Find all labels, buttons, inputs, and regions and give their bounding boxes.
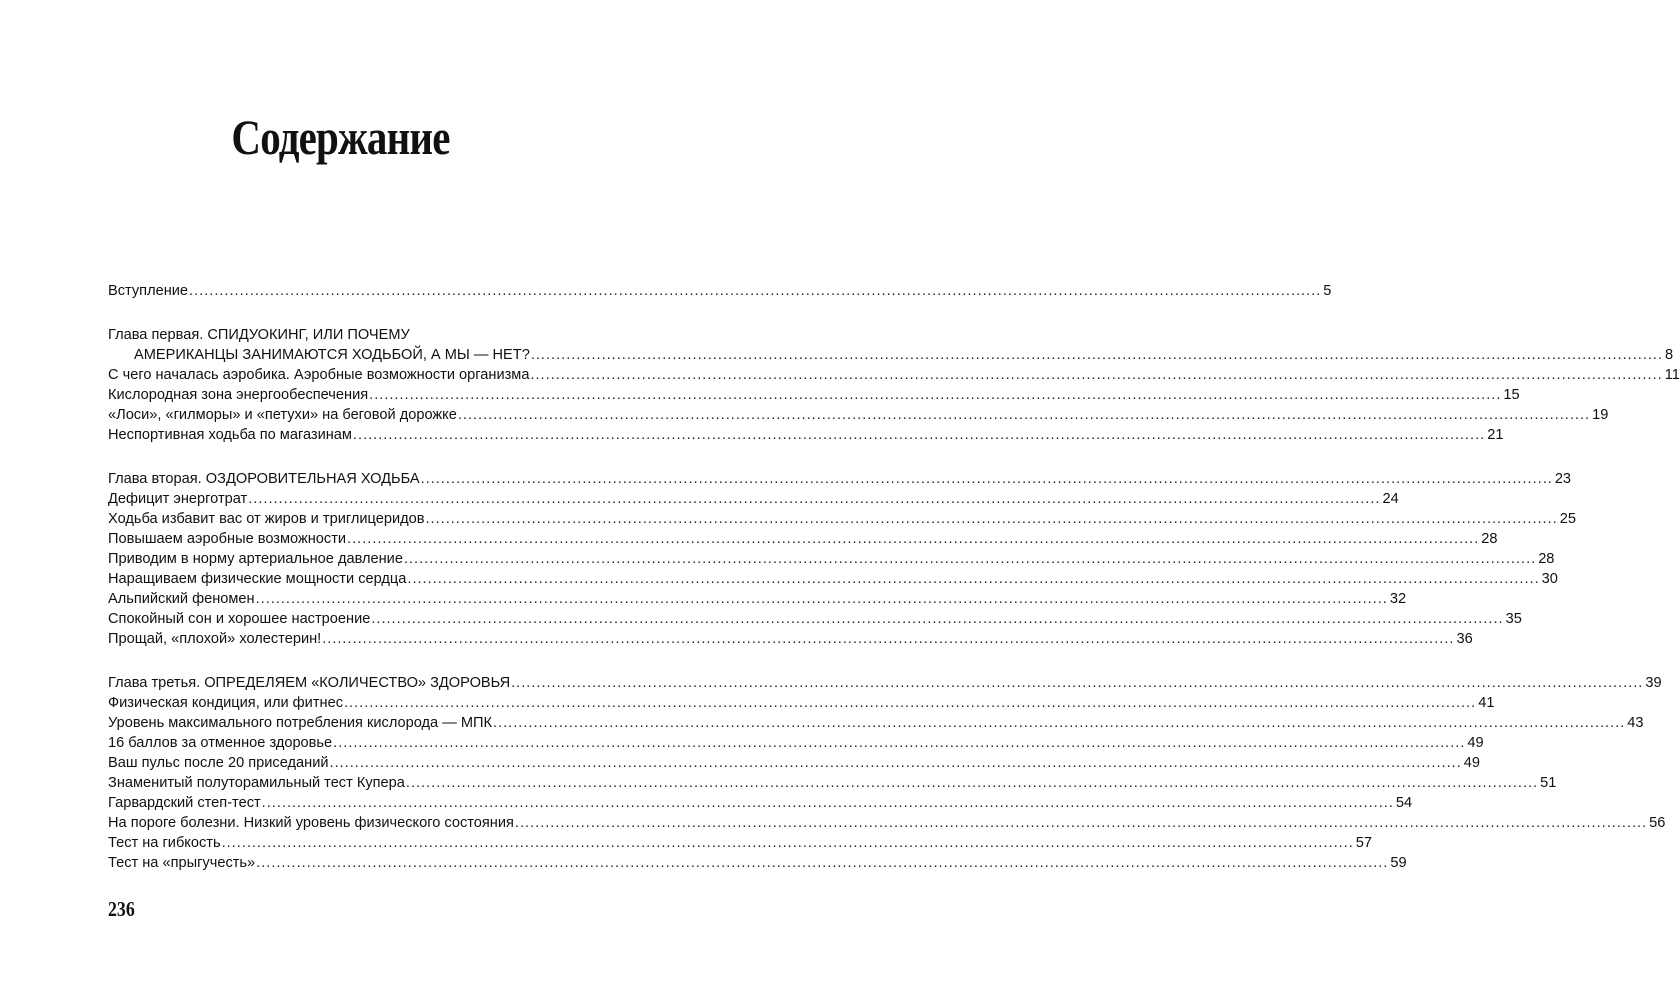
leader-dots (262, 793, 1394, 813)
toc-entry-label: Физическая кондиция, или фитнес (108, 695, 343, 711)
toc-section-chapter-3 (108, 673, 1666, 873)
toc-entry-label: С чего началась аэробика. Аэробные возможности организма (108, 367, 530, 383)
toc-entry-page: 28 (1481, 531, 1498, 547)
leader-dots (406, 773, 1538, 793)
chapter-heading-line-1[interactable]: Глава первая. СПИДУОКИНГ, ИЛИ ПОЧЕМУ (108, 327, 410, 343)
toc-entry[interactable] (108, 733, 1484, 753)
leader-dots (369, 385, 1501, 405)
toc-entry-page: 49 (1467, 735, 1484, 751)
toc-entry[interactable] (108, 569, 1558, 589)
toc-entry[interactable] (108, 529, 1498, 549)
toc-entry[interactable] (108, 385, 1520, 405)
toc-entry-label: 16 баллов за отменное здоровье (108, 735, 333, 751)
toc-entry-page: 51 (1540, 775, 1557, 791)
toc-entry-label: Тест на гибкость (108, 835, 221, 851)
toc-entry-page: 32 (1389, 591, 1407, 607)
leader-dots (425, 509, 1557, 529)
toc-entry[interactable] (108, 753, 1480, 773)
leader-dots (530, 365, 1662, 385)
leader-dots (344, 693, 1476, 713)
toc-entry-page: 30 (1541, 571, 1558, 587)
toc-entry-page: 5 (1323, 283, 1332, 299)
toc-entry-label: Дефицит энерготрат (108, 491, 248, 507)
leader-dots (493, 713, 1625, 733)
toc-entry-page: 15 (1503, 387, 1520, 403)
leader-dots (371, 609, 1503, 629)
toc-entry-page: 36 (1456, 631, 1473, 647)
toc-entry-page: 11 (1664, 367, 1680, 383)
leader-dots (222, 833, 1354, 853)
toc-entry-label: Кислородная зона энергообеспечения (108, 387, 369, 403)
toc-entry-label: Альпийский феномен (108, 591, 255, 607)
toc-entry-page: 19 (1592, 407, 1609, 423)
leader-dots (515, 813, 1647, 833)
toc-entry-page: 56 (1649, 815, 1666, 831)
toc-entry-label: Повышаем аэробные возможности (108, 531, 347, 547)
toc-entry-label: Глава вторая. ОЗДОРОВИТЕЛЬНАЯ ХОДЬБА (108, 471, 420, 487)
toc-entry-label: Приводим в норму артериальное давление (108, 551, 403, 567)
toc-entry[interactable] (108, 833, 1373, 853)
leader-dots (256, 589, 1388, 609)
toc-entry-label: Ходьба избавит вас от жиров и триглицеридов (108, 511, 425, 527)
leader-dots (248, 489, 1380, 509)
toc-entry-label: Вступление (108, 283, 189, 299)
toc-entry-page: 41 (1478, 695, 1495, 711)
leader-dots (421, 469, 1553, 489)
toc-entry[interactable] (108, 405, 1609, 425)
toc-entry-label: Неспортивная ходьба по магазинам (108, 427, 352, 443)
toc-entry-page: 54 (1395, 795, 1413, 811)
toc-section-chapter-1 (108, 325, 1680, 445)
toc-entry[interactable] (108, 713, 1644, 733)
toc-entry[interactable] (108, 281, 1332, 301)
leader-dots (353, 425, 1485, 445)
toc-entry[interactable] (108, 509, 1576, 529)
toc-entry-label: Ваш пульс после 20 приседаний (108, 755, 329, 771)
toc-entry-label: Гарвардский степ-тест (108, 795, 261, 811)
toc-entry-page: 21 (1487, 427, 1504, 443)
toc-entry-label: Уровень максимального потребления кислорода — МПК (108, 715, 493, 731)
leader-dots (511, 673, 1643, 693)
leader-dots (404, 549, 1536, 569)
page-title: Содержание (231, 109, 450, 165)
leader-dots (189, 281, 1321, 301)
toc-entry-label: Спокойный сон и хорошее настроение (108, 611, 371, 627)
leader-dots (407, 569, 1539, 589)
toc-entry[interactable] (108, 609, 1522, 629)
leader-dots (347, 529, 1479, 549)
toc-entry[interactable] (108, 773, 1557, 793)
toc-entry[interactable] (108, 549, 1555, 569)
toc-entry-page: 35 (1505, 611, 1522, 627)
toc-entry[interactable] (108, 673, 1662, 693)
table-of-contents (108, 281, 1680, 897)
toc-entry-label: Наращиваем физические мощности сердца (108, 571, 407, 587)
toc-entry[interactable] (108, 853, 1407, 873)
toc-entry-label: Прощай, «плохой» холестерин! (108, 631, 322, 647)
toc-entry-page: 28 (1538, 551, 1555, 567)
toc-entry[interactable] (108, 793, 1413, 813)
toc-entry-label: Глава третья. ОПРЕДЕЛЯЕМ «КОЛИЧЕСТВО» ЗДОРОВЬЯ (108, 675, 511, 691)
toc-entry[interactable] (108, 693, 1495, 713)
toc-entry-page: 25 (1559, 511, 1576, 527)
toc-entry[interactable] (108, 589, 1407, 609)
toc-entry-label: Тест на «прыгучесть» (108, 855, 256, 871)
leader-dots (256, 853, 1388, 873)
toc-entry[interactable] (108, 425, 1504, 445)
toc-entry-label: На пороге болезни. Низкий уровень физического состояния (108, 815, 514, 831)
leader-dots (458, 405, 1590, 425)
toc-entry-label: Знаменитый полуторамильный тест Купера (108, 775, 405, 791)
toc-entry-label: «Лоси», «гилморы» и «петухи» на беговой дорожке (108, 407, 457, 423)
toc-entry[interactable] (108, 365, 1680, 385)
page-number: 236 (108, 897, 135, 921)
toc-section-chapter-2 (108, 469, 1576, 649)
toc-entry-page: 23 (1554, 471, 1572, 487)
toc-entry-page: 24 (1382, 491, 1399, 507)
chapter-heading-line-2[interactable] (108, 345, 1674, 365)
toc-entry-page: 59 (1390, 855, 1407, 871)
toc-entry-page: 49 (1463, 755, 1480, 771)
leader-dots (330, 753, 1462, 773)
toc-entry[interactable] (108, 469, 1572, 489)
toc-entry[interactable] (108, 489, 1399, 509)
toc-section-intro (108, 281, 1332, 301)
toc-entry-page: 43 (1627, 715, 1644, 731)
leader-dots (333, 733, 1465, 753)
toc-entry-label: АМЕРИКАНЦЫ ЗАНИМАЮТСЯ ХОДЬБОЙ, А МЫ — НЕТ? (134, 347, 530, 363)
toc-entry[interactable] (108, 629, 1473, 649)
leader-dots (531, 345, 1663, 365)
toc-entry[interactable] (108, 813, 1666, 833)
toc-entry-page: 8 (1665, 347, 1674, 363)
toc-entry-page: 57 (1355, 835, 1373, 851)
leader-dots (322, 629, 1454, 649)
toc-entry-page: 39 (1645, 675, 1662, 691)
